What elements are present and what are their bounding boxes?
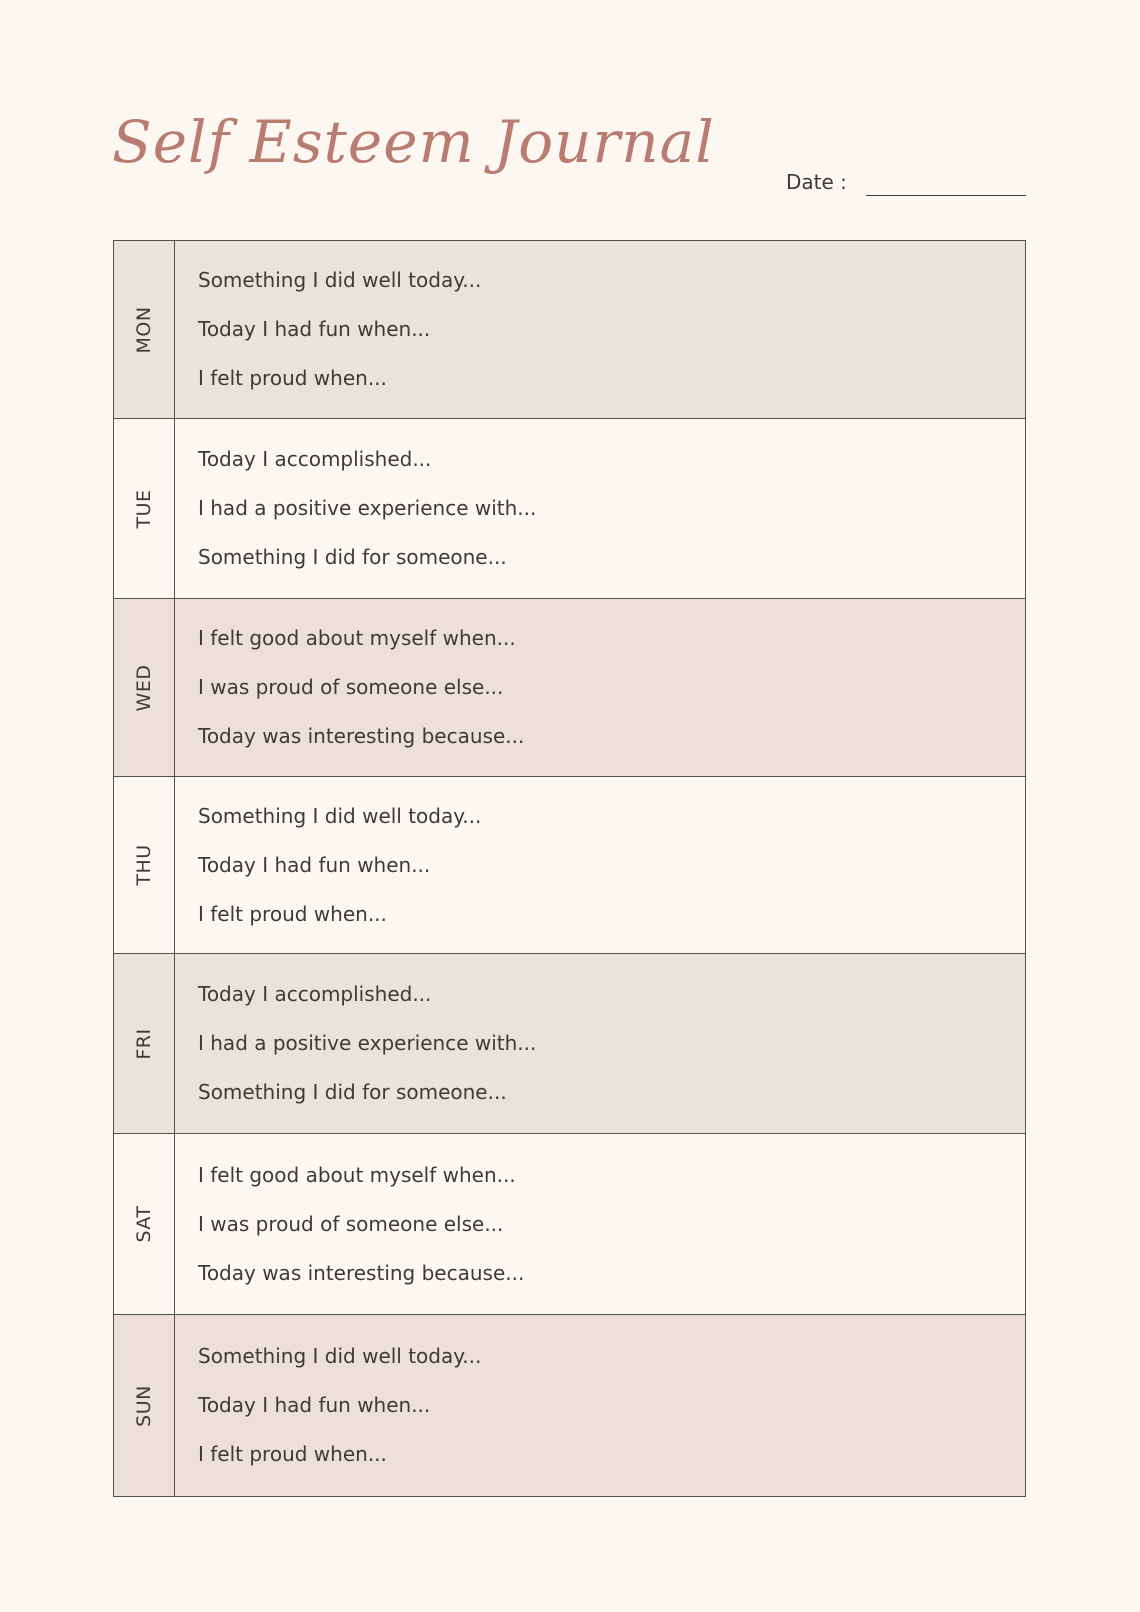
day-row-thu	[114, 777, 1025, 954]
day-row-tue	[114, 419, 1025, 599]
journal-prompt: I felt proud when...	[198, 366, 387, 390]
day-label: FRI	[133, 1027, 155, 1060]
prompt-list[interactable]	[175, 599, 1025, 776]
prompt-list[interactable]	[175, 1134, 1025, 1314]
day-row-wed	[114, 599, 1025, 777]
prompt-list[interactable]	[175, 241, 1025, 418]
day-cell	[114, 241, 175, 418]
prompt-list[interactable]	[175, 954, 1025, 1133]
journal-prompt: Something I did well today...	[198, 268, 482, 292]
journal-prompt: I was proud of someone else...	[198, 1211, 504, 1236]
day-cell	[114, 954, 175, 1133]
day-row-sat	[114, 1134, 1025, 1315]
page-title: Self Esteem Journal	[112, 108, 715, 176]
journal-prompt: Today I accomplished...	[198, 982, 432, 1006]
journal-prompt: I had a positive experience with...	[198, 1031, 537, 1055]
journal-prompt: Today I had fun when...	[198, 317, 431, 341]
date-label: Date :	[786, 170, 847, 194]
journal-prompt: Today I had fun when...	[198, 1393, 431, 1417]
journal-prompt: Today was interesting because...	[198, 724, 525, 748]
day-row-fri	[114, 954, 1025, 1134]
journal-prompt: Something I did for someone...	[198, 545, 507, 569]
day-label: MON	[133, 305, 155, 354]
journal-prompt: I had a positive experience with...	[198, 496, 537, 520]
journal-prompt: Something I did for someone...	[198, 1080, 507, 1104]
day-cell	[114, 1315, 175, 1496]
journal-prompt: I felt good about myself when...	[198, 1162, 516, 1187]
journal-prompt: Today I accomplished...	[198, 447, 432, 471]
journal-prompt: I felt proud when...	[198, 1442, 387, 1466]
day-cell	[114, 777, 175, 953]
journal-prompt: I felt proud when...	[198, 901, 387, 926]
day-label: SAT	[133, 1205, 155, 1243]
prompt-list[interactable]	[175, 419, 1025, 598]
day-label: WED	[133, 664, 155, 711]
day-label: TUE	[133, 488, 155, 529]
prompt-list[interactable]	[175, 1315, 1025, 1496]
journal-prompt: Something I did well today...	[198, 803, 482, 828]
journal-prompt: I was proud of someone else...	[198, 675, 504, 699]
journal-prompt: Today I had fun when...	[198, 852, 431, 877]
day-row-mon	[114, 241, 1025, 419]
prompt-list[interactable]	[175, 777, 1025, 953]
journal-prompt: Something I did well today...	[198, 1344, 482, 1368]
day-cell	[114, 599, 175, 776]
journal-table	[113, 240, 1026, 1497]
day-label: SUN	[133, 1384, 155, 1427]
day-cell	[114, 1134, 175, 1314]
date-input-line[interactable]	[866, 195, 1026, 196]
journal-prompt: I felt good about myself when...	[198, 626, 516, 650]
journal-prompt: Today was interesting because...	[198, 1260, 525, 1285]
day-cell	[114, 419, 175, 598]
day-label: THU	[133, 844, 155, 886]
day-row-sun	[114, 1315, 1025, 1496]
